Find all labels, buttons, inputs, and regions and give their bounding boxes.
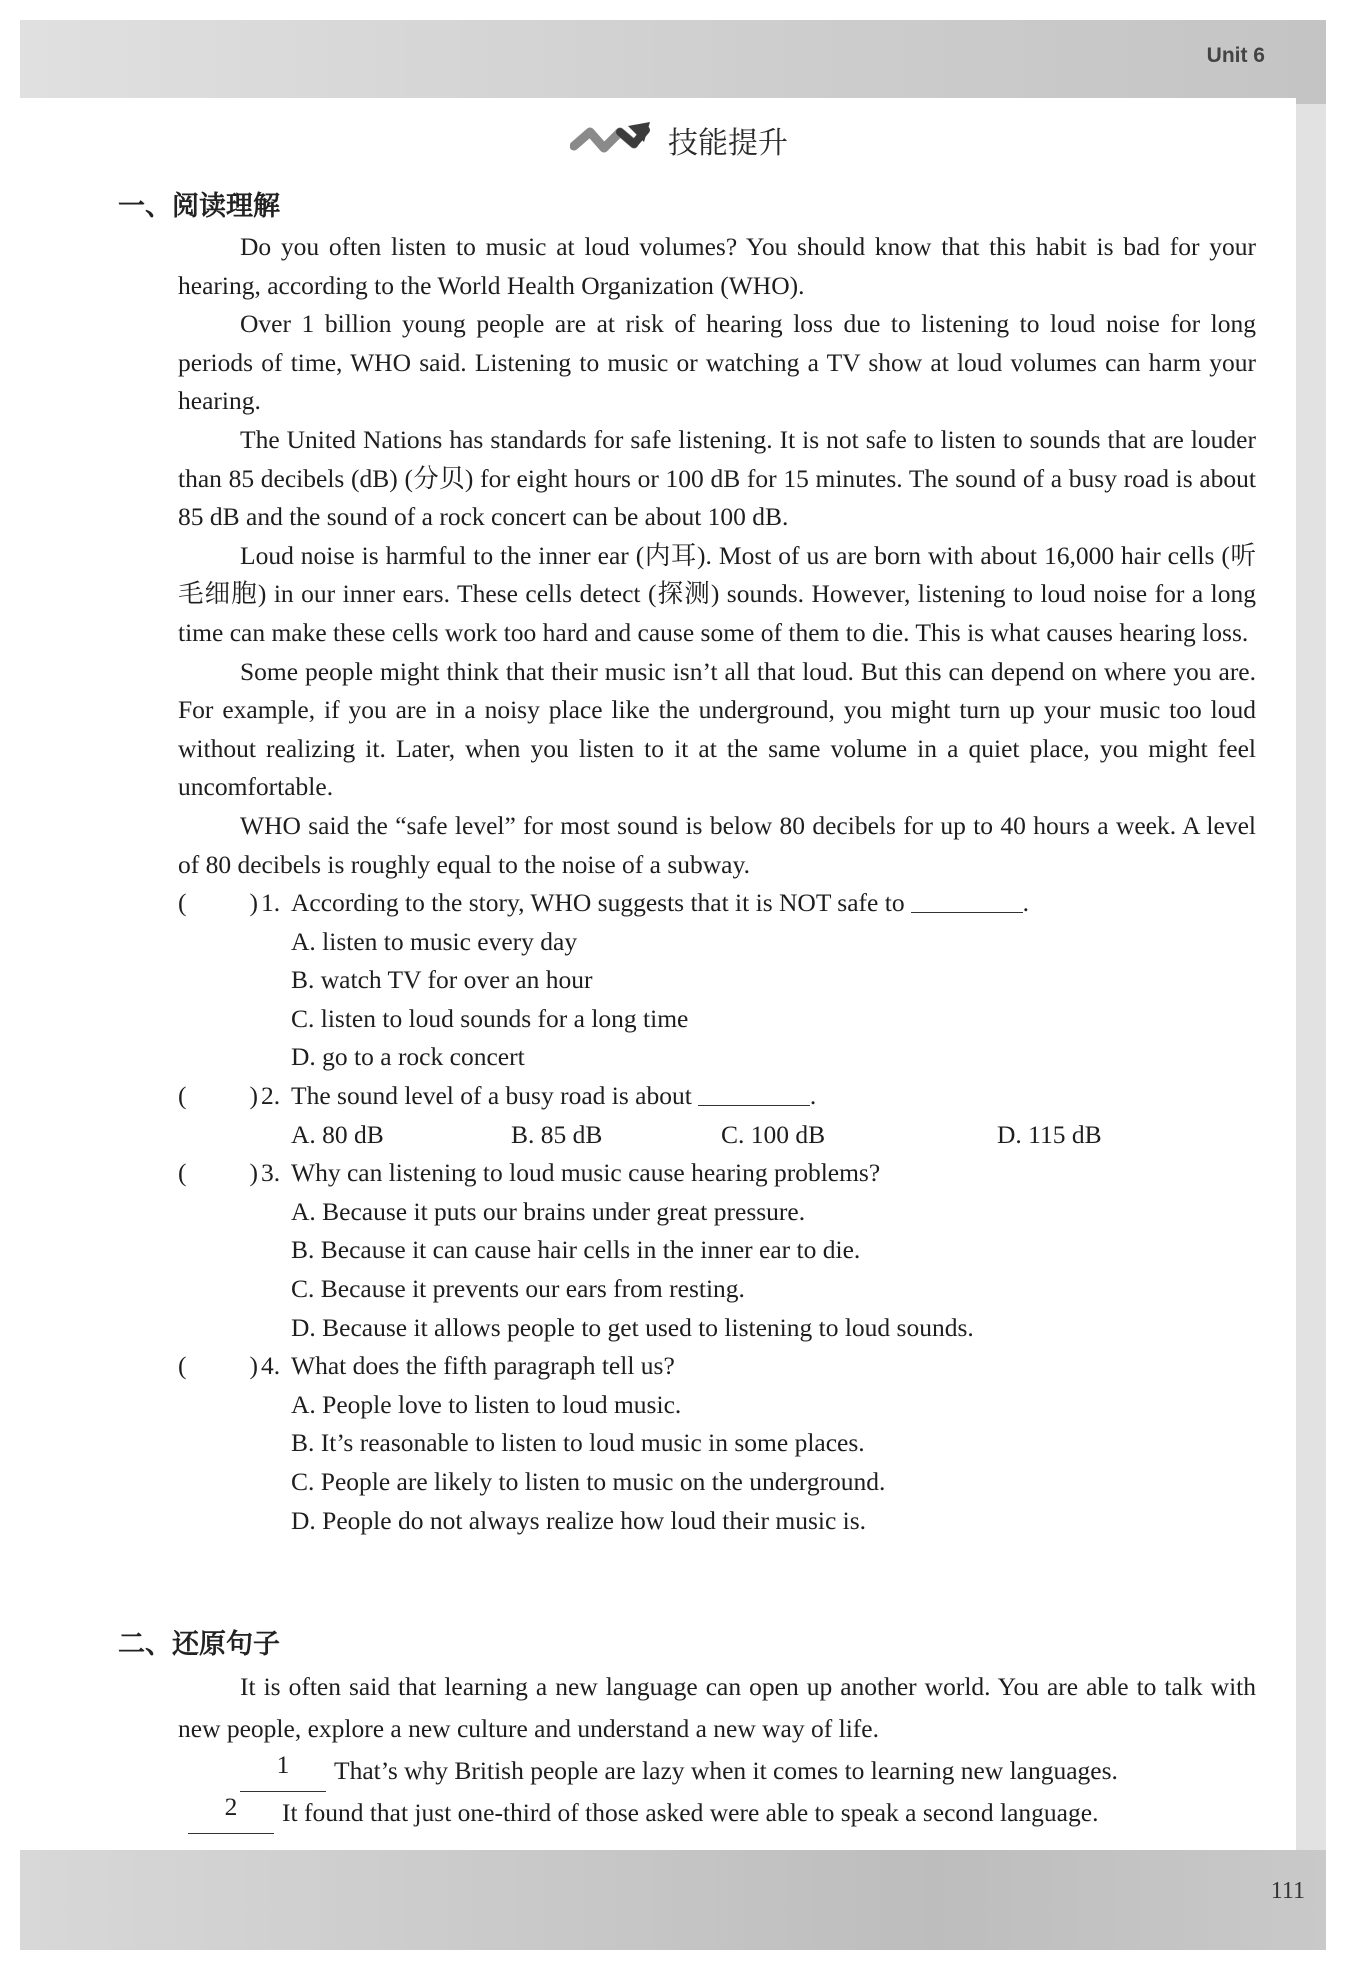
option: C. Because it prevents our ears from resting. [291, 1274, 745, 1304]
answer-bracket[interactable]: ( ) [178, 1081, 258, 1111]
intro-paragraph: It is often said that learning a new language can open up another world. You are able to talk with new people, explore a new culture and understand a new way of life. [178, 1672, 1256, 1743]
answer-bracket[interactable]: ( ) [178, 888, 258, 918]
sentence-text: It found that just one-third of those asked were able to speak a second language. [282, 1798, 1099, 1827]
question-2: ( ) 2. The sound level of a busy road is about . A. 80 dB B. 85 dB C. 100 dB D. 115 dB [178, 1077, 1256, 1154]
question-number: 1. [261, 888, 281, 918]
section-title-reading: 一、阅读理解 [118, 191, 280, 222]
passage-paragraph: Loud noise is harmful to the inner ear (内耳). Most of us are born with about 16,000 hair cells (听毛细胞) in our inner ears. These cells detect (探测) sounds. However, listening to loud noise for a long time can make these cells work too hard and cause some of them to die. This is what causes hearing loss. [178, 540, 1256, 647]
passage-paragraph: WHO said the “safe level” for most sound is below 80 decibels for up to 40 hours a week. A level of 80 decibels is roughly equal to the noise of a subway. [178, 810, 1256, 879]
question-stem: According to the story, WHO suggests that it is NOT safe to [291, 888, 905, 918]
passage-paragraph: The United Nations has standards for safe listening. It is not safe to listen to sounds that are louder than 85 decibels (dB) (分贝) for eight hours or 100 dB for 15 minutes. The sound of a busy road is about 85 dB and the sound of a rock concert can be about 100 dB. [178, 424, 1256, 532]
option: D. Because it allows people to get used to listening to loud sounds. [291, 1312, 974, 1342]
passage-paragraph: Some people might think that their music isn’t all that loud. But this can depend on where you are. For example, if you are in a noisy place like the underground, you might turn up your music too loud without realizing it. Later, when you listen to it at the same volume in a quiet place, you might feel uncomfortable. [178, 656, 1256, 802]
option: D. 115 dB [997, 1119, 1102, 1149]
question-stem: What does the fifth paragraph tell us? [291, 1351, 675, 1381]
option: A. 80 dB [291, 1119, 384, 1149]
question-number: 2. [261, 1081, 281, 1111]
option: A. Because it puts our brains under great pressure. [291, 1196, 806, 1226]
sentence-item [178, 1750, 1256, 1792]
question-number: 3. [261, 1158, 281, 1188]
answer-bracket[interactable]: ( ) [178, 1158, 258, 1188]
answer-blank[interactable] [698, 1077, 810, 1106]
footer-band [20, 1850, 1326, 1950]
option: D. go to a rock concert [291, 1042, 525, 1072]
unit-label: Unit 6 [1206, 44, 1265, 67]
number-blank[interactable]: 2 [188, 1792, 274, 1834]
section-banner [570, 116, 788, 164]
answer-blank[interactable] [911, 884, 1023, 913]
question-stem: Why can listening to loud music cause hearing problems? [291, 1158, 881, 1188]
question-4 [178, 1347, 1256, 1540]
option: D. People do not always realize how loud their music is. [291, 1505, 867, 1535]
section-title-sentences: 二、还原句子 [118, 1629, 280, 1660]
sentence-section [178, 1666, 1256, 1834]
trend-arrow-icon [570, 118, 654, 162]
sentence-text: That’s why British people are lazy when it comes to learning new languages. [334, 1756, 1118, 1785]
option: A. listen to music every day [291, 926, 578, 956]
question-stem: The sound level of a busy road is about [291, 1081, 692, 1111]
page-number: 111 [1270, 1878, 1305, 1904]
banner-title: 技能提升 [668, 126, 788, 161]
question-3 [178, 1154, 1256, 1347]
option: B. It’s reasonable to listen to loud music in some places. [291, 1428, 865, 1458]
passage-paragraph: Over 1 billion young people are at risk of hearing loss due to listening to loud noise for long periods of time, WHO said. Listening to music or watching a TV show at loud volumes can harm your hearing. [178, 309, 1256, 416]
number-blank[interactable]: 1 [240, 1750, 326, 1792]
option: A. People love to listen to loud music. [291, 1389, 682, 1419]
reading-passage [178, 228, 1256, 1540]
question-1: ( ) 1. According to the story, WHO suggests that it is NOT safe to . A. listen to music every day B. watch TV for over an hour C. listen to loud sounds for a long time D. go to a rock concert [178, 884, 1256, 1077]
option: B. watch TV for over an hour [291, 965, 593, 995]
option: C. listen to loud sounds for a long time [291, 1003, 689, 1033]
question-number: 4. [261, 1351, 281, 1381]
option: C. People are likely to listen to music on the underground. [291, 1467, 886, 1496]
option: C. 100 dB [721, 1119, 826, 1149]
header-band [20, 20, 1326, 104]
answer-bracket[interactable]: ( ) [178, 1351, 258, 1381]
sentence-item [178, 1792, 1256, 1834]
option: B. 85 dB [511, 1119, 603, 1149]
passage-paragraph: Do you often listen to music at loud volumes? You should know that this habit is bad for your hearing, according to the World Health Organization (WHO). [178, 232, 1256, 300]
option: B. Because it can cause hair cells in the inner ear to die. [291, 1235, 861, 1265]
